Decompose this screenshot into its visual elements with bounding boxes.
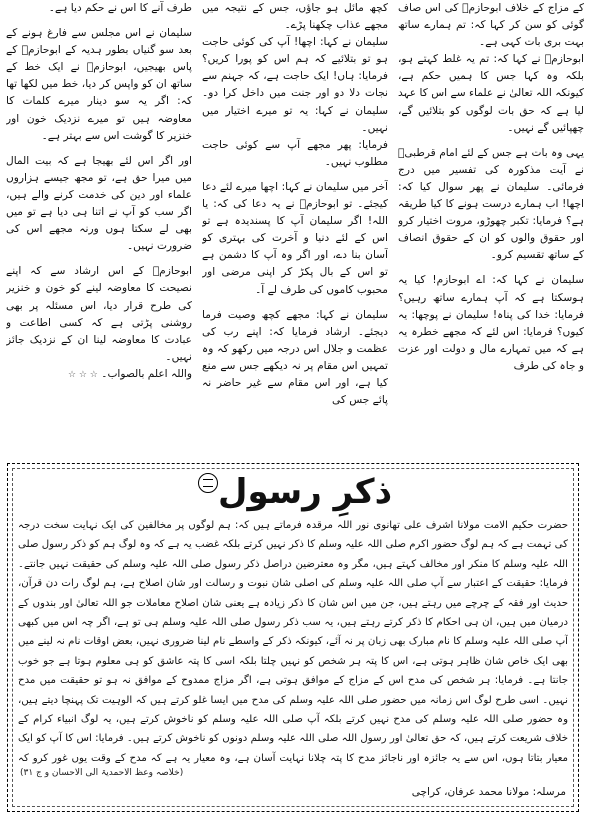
paragraph: سلیمان نے کہا کہ: اے ابوحازم! کیا یہ ہوسکتا ہے کہ آپ ہمارے ساتھ رہیں؟ فرمایا: خدا کی پناہ! سلیمان نے پوچھا: یہ کیوں؟ فرمایا: اس لئے کہ مجھے خطرہ یہ ہے کہ میں تمہارے مال و دولت اور عزت و جاہ کی طرف <box>398 274 584 372</box>
closing-text: واللہ اعلم بالصواب۔ <box>101 367 192 380</box>
column-right <box>398 0 584 457</box>
article-box <box>7 463 579 812</box>
closing-line <box>6 366 192 384</box>
paragraph: سلیمان نے کہا: اچھا! آپ کی کوئی حاجت ہو تو بتلائیے کہ ہم اس کو پورا کریں؟ فرمایا: ہاں! ایک حاجت ہے، کہ جہنم سے نجات دلا دو اور جنت میں داخل کرا دو۔ سلیمان نے کہا: یہ تو میرے اختیار میں نہیں۔ <box>202 36 388 134</box>
end-mark-stars: ☆ ☆ ☆ <box>67 369 98 380</box>
column-left <box>6 0 192 457</box>
article-title: ذکرِ رسول <box>217 472 393 512</box>
salutation-seal-icon <box>198 473 218 493</box>
paragraph: کے مزاج کے خلاف ابوحازمؒ کی اس صاف گوئی کو سن کر کہا کہ: تم ہمارے ساتھ بہت بری بات کہی ہے۔ <box>398 2 584 49</box>
article-body <box>18 516 568 766</box>
paragraph: ابوحازمؒ کے اس ارشاد سے کہ اپنے نصیحت کا معاوضہ لینے کو خون و خنزیر کی طرح قرار دیا، اس مسئلہ پر بھی روشنی پڑتی ہے کہ کسی اطاعت و عبادت کا معاوضہ لینا ان کے نزدیک جائز نہیں۔ <box>6 265 192 363</box>
paragraph: اور اگر اس لئے بھیجا ہے کہ بیت المال میں میرا حق ہے، تو مجھ جیسے ہزاروں علماء اور دین کی خدمت کرنے والے ہیں، اگر سب کو آپ نے اتنا ہی دیا ہے تو میں بھی لے سکتا ہوں ورنہ مجھے اس کی ضرورت نہیں۔ <box>6 154 192 253</box>
paragraph: یہی وہ بات ہے جس کے لئے امام قرطبیؒ نے آیت مذکورہ کی تفسیر میں درج فرمائی۔ سلیمان نے پھر سوال کیا کہ: اچھا! اب ہمارے درست ہونے کا کیا طریقہ ہے؟ فرمایا: تکبر چھوڑو، مروت اختیار کرو اور حقوق والوں کو ان کے حقوق انصاف کے ساتھ تقسیم کرو۔ <box>398 146 584 262</box>
paragraph: سلیمان نے اس مجلس سے فارغ ہونے کے بعد سو گنیاں بطور ہدیہ کے ابوحازمؒ کے پاس بھیجیں، ابوحازمؒ نے ایک خط کے ساتھ ان کو واپس کر دیا، خط میں لکھا تھا کہ: اگر یہ سو دینار میرے کلمات کا معاوضہ ہیں تو میرے نزدیک خون اور خنزیر کا گوشت اس سے بہتر ہے۔ <box>6 27 192 142</box>
three-column-text <box>6 0 584 457</box>
sender-credit: مرسلہ: مولانا محمد عرفان، کراچی <box>411 786 566 798</box>
source-reference: (خلاصہ وعظ الاحمدیۃ الی الاحسان و ج ۳۱) <box>20 768 184 778</box>
paragraph: کچھ مائل ہو جاؤں، جس کے نتیجہ میں مجھے عذاب چکھنا پڑے۔ <box>202 2 388 32</box>
paragraph: سلیمان نے کہا: مجھے کچھ وصیت فرما دیجئے۔ ارشاد فرمایا کہ: اپنے رب کی عظمت و جلال اس درجہ میں رکھو کہ وہ تمہیں اس مقام پر نہ دیکھے جس سے منع کیا ہے، اور اس مقام سے غیر حاضر نہ پائے جس کی <box>202 308 388 407</box>
paragraph: آخر میں سلیمان نے کہا: اچھا میرے لئے دعا کیجئے۔ تو ابوحازمؒ نے یہ دعا کی کہ: یا اللہ! اگر سلیمان آپ کا پسندیدہ ہے تو اس کے لئے دنیا و آخرت کی بہتری کو آسان بنا دے، اور اگر وہ آپ کا دشمن ہے تو اس کے بال پکڑ کر اپنی مرضی اور محبوب کاموں کی طرف لے آ۔ <box>202 180 388 296</box>
article-header <box>8 470 578 514</box>
column-middle <box>202 0 388 457</box>
article-paragraph: حضرت حکیم الامت مولانا اشرف علی تھانوی نور اللہ مرقدہ فرماتے ہیں کہ: ہم لوگوں پر مخالفین کی ایک نہایت سخت درجہ کی تہمت ہے کہ ہم لوگ حضور اکرم صلی اللہ علیہ وسلم کا ذکر نہیں کرتے بلکہ غضب یہ ہے کہ وہ لوگ ہم کو ذکر رسول صلی اللہ علیہ وسلم کا منکر اور مخالف کہتے ہیں، مگر وہ معترضین دراصل ذکر رسول صلی اللہ علیہ وسلم کی حقیقت نہیں جانتے۔ فرمایا: حقیقت کے اعتبار سے آپ صلی اللہ علیہ وسلم کی اصلی شان نبوت و رسالت اور شان اصلاح ہے، ہم لوگ رات دن قرآن، حدیث اور فقہ کے چرچے میں رہتے ہیں، جن میں اس شان کا ذکر زیادہ ہے یعنی شان اصلاح معاملات جو اللہ تعالیٰ اور بندوں کے درمیان میں ہیں، ان ہی احکام کا ذکر کرتے رہتے ہیں، یہ سب ذکر رسول صلی اللہ علیہ وسلم ہی تو ہے، اگر چہ اس میں کبھی آپ صلی اللہ علیہ وسلم کا نام مبارک بھی زبان پر نہ آئے، کیونکہ ذکر کے واسطے نام لینا ضروری نہیں، بعض اوقات نام نہ لینے میں بھی ایک خاص شان ظاہر ہوتی ہے، اس کا پتہ ہر شخص کو نہیں چلتا بلکہ اسی کا پتہ عاشق کو ہی معلوم ہوتا ہے جو خوب جانتا ہے۔ فرمایا: ہر شخص کی مدح اس کے مزاج کے موافق ہوتی ہے، اگر مزاج ممدوح کے موافق نہ ہو تو حقیقت میں مدح نہیں۔ اسی طرح لوگ اس زمانہ میں حضور صلی اللہ علیہ وسلم کی مدح میں ایسا غلو کرتے ہیں کہ الوہیت تک پہنچا دیتے ہیں، وہ حضور صلی اللہ علیہ وسلم کی مدح نہیں کرتے بلکہ آپ صلی اللہ علیہ وسلم کو ناخوش کرتے ہیں، یہ لوگ انبیاء کرام کے خلاف شریعت کرتے ہیں، کہ حق تعالیٰ اور رسول اللہ صلی اللہ علیہ وسلم دونوں کو ناخوش کرتے ہیں۔ فرمایا: اس کا آپ کو ایک معیار بتاتا ہوں، اس سے یہ جائزہ اور ناجائز مدح کا پتہ چلانا نہایت آسان ہے، وہ معیار یہ ہے کہ مدح کے وقت یوں غور کرو کہ <box>18 520 568 764</box>
paragraph: طرف آنے کا اس نے حکم دیا ہے۔ <box>48 2 192 14</box>
paragraph: فرمایا: پھر مجھے آپ سے کوئی حاجت مطلوب نہیں۔ <box>202 138 388 168</box>
paragraph: ابوحازمؒ نے کہا کہ: تم یہ غلط کہتے ہو، بلکہ وہ کہا جس کا ہمیں حکم ہے، کیونکہ اللہ تعالیٰ نے علماء سے اس کا عہد لیا ہے کہ حق بات لوگوں کو بتلائیں گے، چھپائیں گے نہیں۔ <box>398 53 584 134</box>
